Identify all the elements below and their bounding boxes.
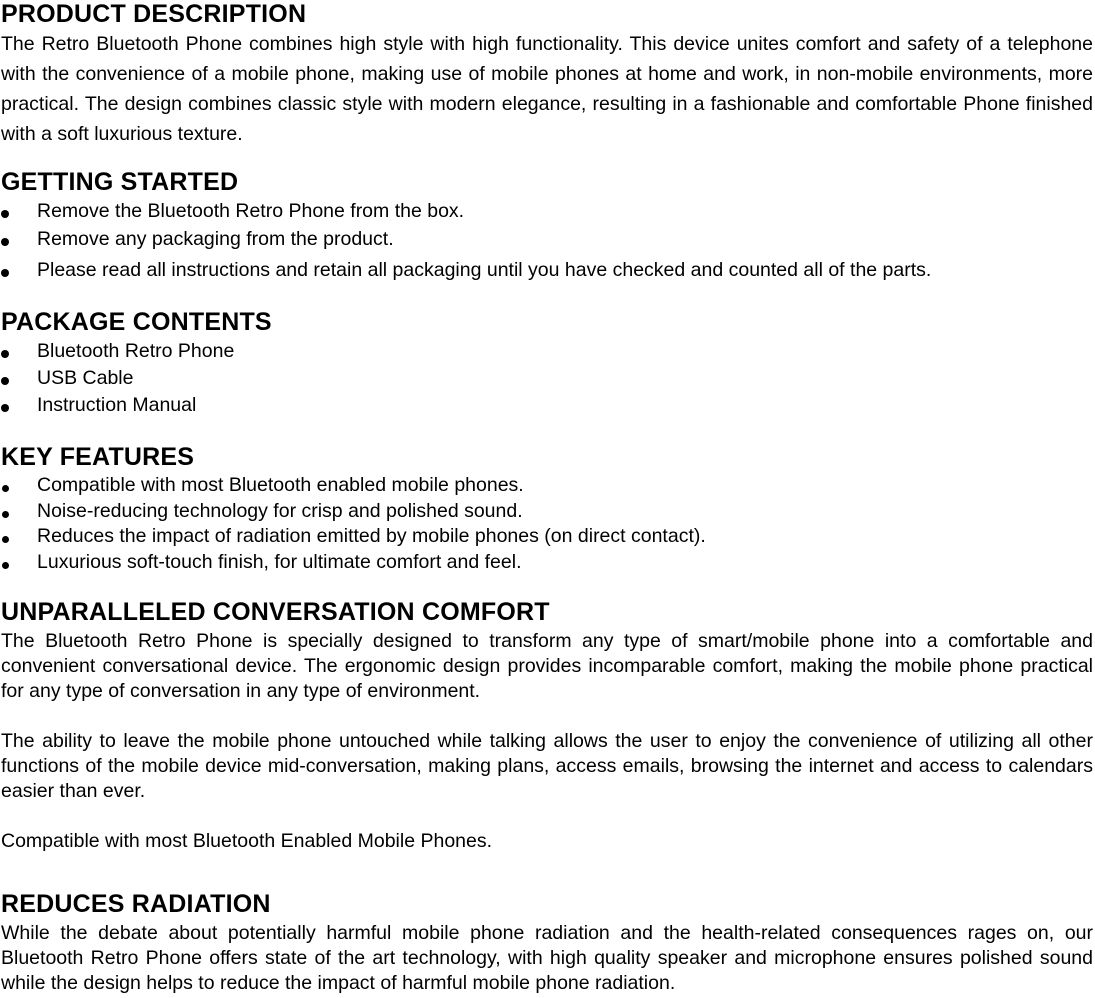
list-item: USB Cable bbox=[37, 367, 134, 389]
section-reduces-radiation bbox=[1, 890, 1093, 996]
list-item: Luxurious soft-touch finish, for ultimate comfort and feel. bbox=[37, 550, 522, 573]
heading-product-description: PRODUCT DESCRIPTION bbox=[1, 0, 307, 28]
heading-getting-started: GETTING STARTED bbox=[1, 168, 239, 196]
heading-key-features: KEY FEATURES bbox=[1, 443, 195, 471]
list-item: Please read all instructions and retain all packaging until you have checked and counted all of the parts. bbox=[37, 259, 932, 281]
section-getting-started bbox=[1, 168, 1093, 284]
list-item: Instruction Manual bbox=[37, 394, 197, 416]
section-product-description bbox=[1, 0, 1093, 149]
list-item: Reduces the impact of radiation emitted by mobile phones (on direct contact). bbox=[37, 525, 706, 547]
list-item: Bluetooth Retro Phone bbox=[37, 340, 235, 362]
list-item: Remove any packaging from the product. bbox=[37, 228, 394, 250]
heading-reduces-radiation: REDUCES RADIATION bbox=[1, 890, 271, 918]
paragraph-conversation-comfort-3: Compatible with most Bluetooth Enabled Mobile Phones. bbox=[1, 830, 493, 852]
heading-conversation-comfort: UNPARALLELED CONVERSATION COMFORT bbox=[1, 598, 550, 626]
list-key-features bbox=[1, 473, 1093, 575]
paragraph-conversation-comfort-1: The Bluetooth Retro Phone is specially designed to transform any type of smart/mobile phone into a comfortable and convenient conversational device. The ergonomic design provides incomparable comfort, making the mobile phone practical for any type of conversation in any type of environment. bbox=[1, 630, 1093, 702]
section-key-features bbox=[1, 443, 1093, 575]
section-conversation-comfort bbox=[1, 598, 1093, 854]
heading-package-contents: PACKAGE CONTENTS bbox=[1, 308, 272, 336]
list-item: Remove the Bluetooth Retro Phone from the box. bbox=[37, 200, 465, 222]
list-getting-started bbox=[1, 198, 1093, 284]
section-package-contents bbox=[1, 308, 1093, 419]
paragraph-product-description: The Retro Bluetooth Phone combines high style with high functionality. This device unites comfort and safety of a telephone with the convenience of a mobile phone, making use of mobile phones at home and work, in non-mobile environments, more practical. The design combines classic style with modern elegance, resulting in a fashionable and comfortable Phone finished with a soft luxurious texture. bbox=[1, 33, 1093, 145]
paragraph-reduces-radiation: While the debate about potentially harmful mobile phone radiation and the health-related consequences rages on, our Bluetooth Retro Phone offers state of the art technology, with high quality speaker and microphone ensures polished sound while the design helps to reduce the impact of harmful mobile phone radiation. bbox=[1, 922, 1093, 994]
list-item: Noise-reducing technology for crisp and polished sound. bbox=[37, 499, 523, 522]
list-package-contents bbox=[1, 338, 1093, 419]
paragraph-conversation-comfort-2: The ability to leave the mobile phone untouched while talking allows the user to enjoy the convenience of utilizing all other functions of the mobile device mid-conversation, making plans, access emails, browsing the internet and access to calendars easier than ever. bbox=[1, 730, 1093, 802]
list-item: Compatible with most Bluetooth enabled mobile phones. bbox=[37, 474, 524, 496]
